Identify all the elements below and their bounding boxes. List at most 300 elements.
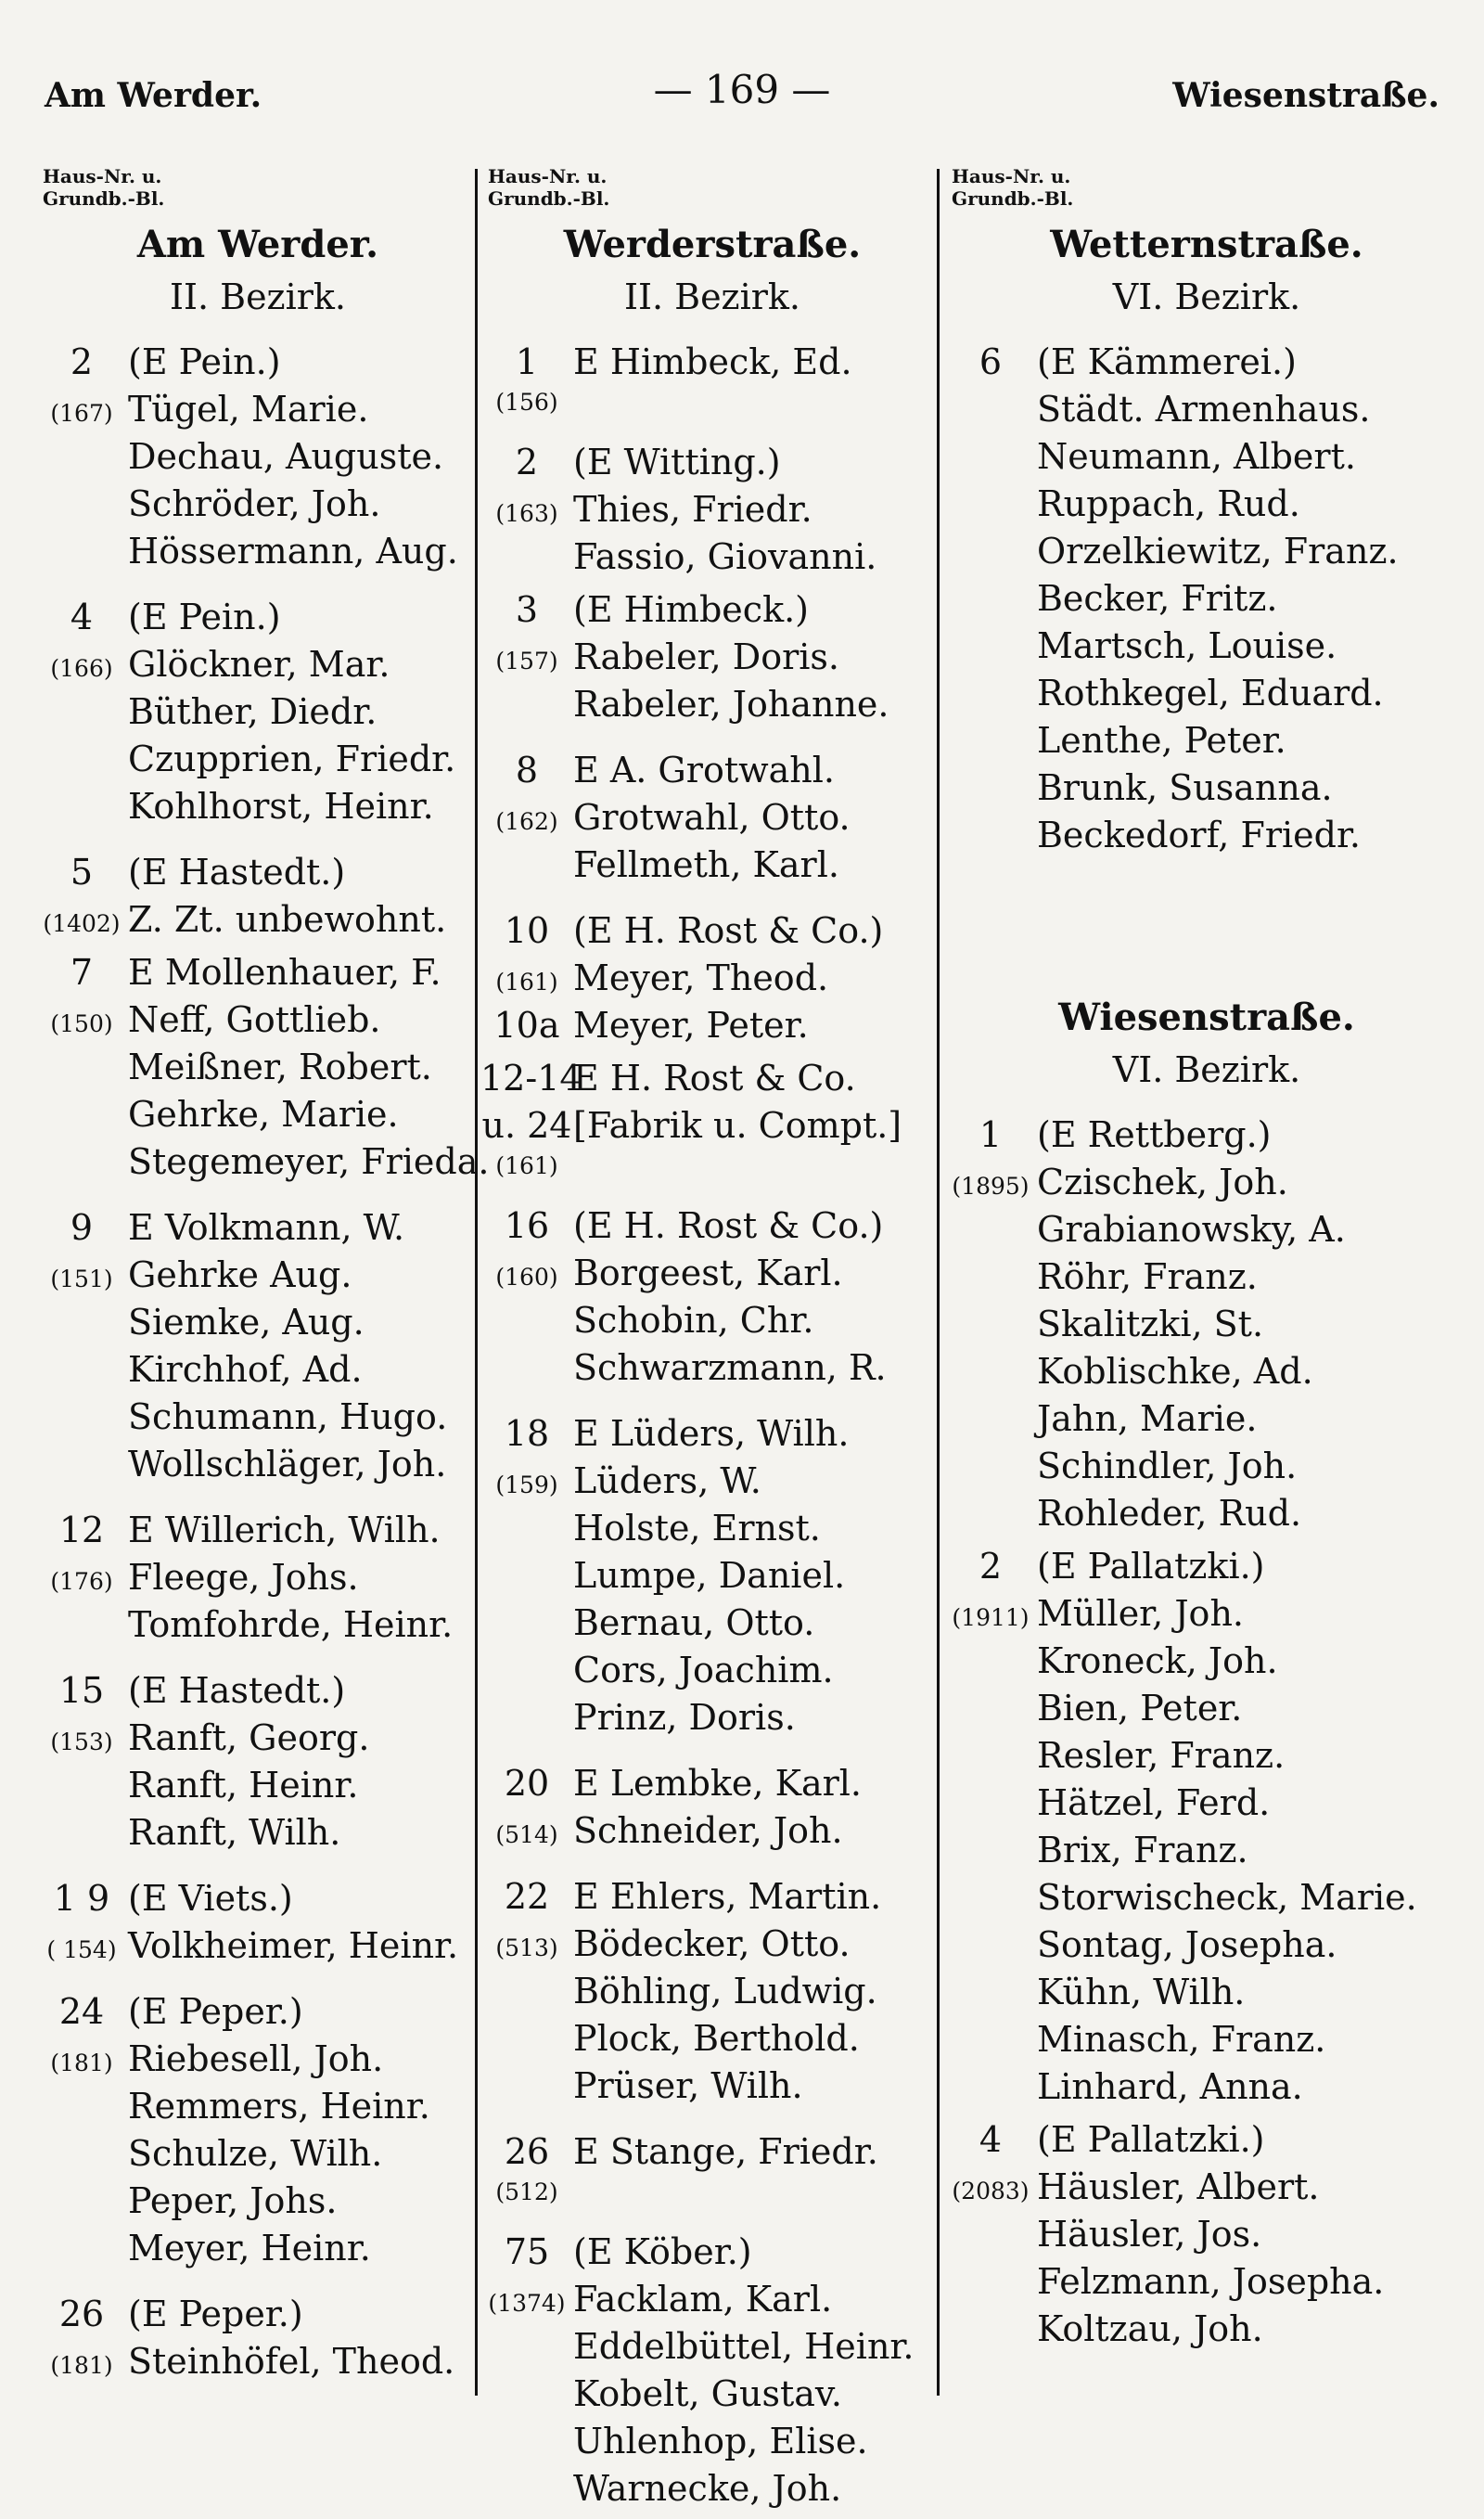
land-register-number: (160) [495,1264,558,1291]
land-register-number: (150) [50,1010,113,1037]
entry-line [35,644,480,691]
entry-line [480,2178,944,2226]
resident-name: E Ehlers, Martin. [573,1876,882,1917]
entry-line [35,739,480,786]
resident-name: Schneider, Joh. [573,1810,843,1851]
resident-name: Prinz, Doris. [573,1697,796,1738]
entry-line [35,2341,480,2388]
resident-name: Remmers, Heinr. [128,2086,430,2127]
house-entry [480,1058,944,1200]
resident-name: Meyer, Theod. [573,957,829,998]
house-entry [480,1413,944,1744]
entry-line [480,442,944,489]
resident-name: Bernau, Otto. [573,1602,815,1643]
house-number: 10 [504,910,550,951]
entry-line [944,1877,1469,1924]
land-register-number: (167) [50,400,113,427]
land-register-number: (163) [495,500,558,527]
house-entry [480,341,944,436]
resident-name: (E Viets.) [128,1878,293,1919]
resident-name: Stegemeyer, Frieda. [128,1141,490,1182]
resident-name: E Himbeck, Ed. [573,341,852,382]
resident-name: Rohleder, Rud. [1037,1493,1302,1534]
entry-line [944,2308,1469,2356]
entry-line [480,1005,944,1052]
entry-line [480,1763,944,1810]
land-register-number: (181) [50,2352,113,2379]
street-title: Am Werder. [136,223,379,266]
entry-line [480,341,944,389]
entry-line [35,1878,480,1925]
entry-line [35,2294,480,2341]
entry-line [35,1047,480,1094]
resident-name: (E Peper.) [128,2294,303,2334]
house-entry [944,341,1469,862]
resident-name: Kohlhorst, Heinr. [128,786,434,827]
entry-line [35,1302,480,1349]
resident-name: Grotwahl, Otto. [573,797,851,838]
resident-name: E Lüders, Wilh. [573,1413,850,1454]
entry-line [35,1094,480,1141]
entry-line [480,1876,944,1923]
land-register-number: (166) [50,655,113,682]
resident-name: Kühn, Wilh. [1037,1972,1246,2012]
resident-name: Neumann, Albert. [1037,436,1356,477]
resident-name: Rabeler, Doris. [573,636,839,677]
entry-line [35,1349,480,1396]
resident-name: Fellmeth, Karl. [573,844,839,885]
resident-name: (E Pein.) [128,341,281,382]
land-register-number: (176) [50,1568,113,1595]
resident-name: Prüser, Wilh. [573,2065,803,2106]
resident-name: Städt. Armenhaus. [1037,389,1371,430]
resident-name: Kroneck, Joh. [1037,1640,1278,1681]
resident-name: E H. Rost & Co. [573,1058,856,1099]
resident-name: Röhr, Franz. [1037,1256,1258,1297]
resident-name: (E Hastedt.) [128,1670,346,1711]
house-number: 1 [515,341,539,382]
resident-name: Fassio, Giovanni. [573,536,877,577]
entry-line [480,2231,944,2279]
entry-line [35,436,480,483]
resident-name: Ranft, Wilh. [128,1812,341,1853]
entry-line [480,1810,944,1857]
house-entry [480,442,944,584]
entry-line [35,691,480,739]
resident-name: Ranft, Heinr. [128,1765,359,1806]
house-entry [480,2131,944,2226]
district-label: VI. Bezirk. [1112,1049,1301,1090]
resident-name: Häusler, Albert. [1037,2166,1320,2207]
entry-line [480,2065,944,2113]
entry-line [944,1304,1469,1351]
resident-name: Ruppach, Rud. [1037,483,1300,524]
entry-line [944,531,1469,578]
entry-line [480,2373,944,2421]
entry-line [480,2018,944,2065]
resident-name: Jahn, Marie. [1037,1398,1258,1439]
resident-name: Brunk, Susanna. [1037,767,1333,808]
resident-name: Gehrke Aug. [128,1254,352,1295]
entry-line [480,2326,944,2373]
entry-line [480,1413,944,1460]
resident-name: (E Rettberg.) [1037,1114,1272,1155]
house-number: 16 [504,1205,550,1246]
house-entry [35,1878,480,1973]
resident-name: Resler, Franz. [1037,1735,1286,1776]
resident-name: Böhling, Ludwig. [573,1971,877,2011]
entry-line [35,2133,480,2180]
house-number: 10a [493,1005,560,1046]
house-number: 1 9 [53,1878,110,1919]
entry-line [480,957,944,1005]
entry-line [944,767,1469,815]
land-register-number: (514) [495,1821,558,1848]
house-number: 24 [58,1991,105,2032]
resident-name: Sontag, Josepha. [1037,1924,1337,1965]
house-number: u. 24 [481,1105,572,1146]
resident-name: Thies, Friedr. [573,489,812,530]
land-register-number: (513) [495,1934,558,1961]
house-number: 2 [979,1546,1003,1587]
entry-line [480,797,944,844]
resident-name: Linhard, Anna. [1037,2066,1303,2107]
resident-name: Riebesell, Joh. [128,2038,384,2079]
house-number: 26 [58,2294,105,2334]
entry-line [480,1205,944,1253]
column-header-label: Grundb.-Bl. [488,187,610,210]
entry-line [480,1971,944,2018]
entry-line [944,1688,1469,1735]
entry-line [944,673,1469,720]
resident-name: Schobin, Chr. [573,1300,814,1341]
resident-name: (E H. Rost & Co.) [573,1205,884,1246]
section-spacer [944,862,1469,983]
house-number: 26 [504,2131,550,2172]
house-entry [944,2119,1469,2356]
resident-name: Plock, Berthold. [573,2018,860,2059]
resident-name: Z. Zt. unbewohnt. [128,899,447,940]
running-header-left: Am Werder. [45,76,262,115]
entry-line [944,1209,1469,1256]
house-number: 3 [515,589,539,630]
entry-line [35,786,480,833]
resident-name: Schumann, Hugo. [128,1396,448,1437]
entry-line [944,1735,1469,1782]
entry-line [944,389,1469,436]
entry-line [480,489,944,536]
house-entry [480,1763,944,1857]
house-entry [944,1546,1469,2114]
resident-name: Brix, Franz. [1037,1830,1248,1870]
resident-name: Beckedorf, Friedr. [1037,815,1362,855]
entry-line [480,1152,944,1200]
house-number: 9 [70,1207,94,1248]
resident-name: Koltzau, Joh. [1037,2308,1263,2349]
house-entry [35,341,480,578]
house-number: 22 [504,1876,550,1917]
resident-name: (E Witting.) [573,442,781,482]
house-entry [35,2294,480,2388]
house-number: 7 [70,952,94,993]
entry-line [944,1546,1469,1593]
resident-name: Steinhöfel, Theod. [128,2341,455,2382]
resident-name: E Volkmann, W. [128,1207,405,1248]
column-3 [944,165,1469,2503]
resident-name: Glöckner, Mar. [128,644,390,685]
resident-name: Lenthe, Peter. [1037,720,1286,761]
house-number: 18 [504,1413,550,1454]
entry-line [35,1141,490,1189]
house-entry [35,1510,480,1651]
resident-name: Holste, Ernst. [573,1508,821,1549]
resident-name: Gehrke, Marie. [128,1094,399,1135]
house-entry [944,1114,1469,1540]
resident-name: E Mollenhauer, F. [128,952,441,993]
resident-name: Müller, Joh. [1037,1593,1244,1634]
resident-name: Hössermann, Aug. [128,531,458,572]
entry-line [480,844,944,892]
resident-name: Borgeest, Karl. [573,1253,843,1293]
entry-line [35,1604,480,1651]
land-register-number: (512) [495,2178,558,2205]
entry-line [480,1105,944,1152]
land-register-number: (151) [50,1266,113,1292]
house-number: 2 [515,442,539,482]
land-register-number: (1402) [43,910,121,937]
resident-name: Warnecke, Joh. [573,2468,842,2509]
resident-name: Siemke, Aug. [128,1302,365,1343]
entry-line [944,1162,1469,1209]
resident-name: (E Pallatzki.) [1037,1546,1265,1587]
entry-line [35,1991,480,2038]
entry-line [944,625,1469,673]
entry-line [480,636,944,684]
entry-line [944,2066,1469,2114]
resident-name: Wollschläger, Joh. [128,1444,447,1484]
resident-name: Schindler, Joh. [1037,1446,1298,1486]
resident-name: Peper, Johs. [128,2180,338,2221]
entry-line [35,1254,480,1302]
entry-line [944,2261,1469,2308]
resident-name: Lüders, W. [573,1460,761,1501]
entry-line [35,899,480,946]
entry-line [944,2166,1469,2214]
resident-name: Schwarzmann, R. [573,1347,887,1388]
resident-name: E A. Grotwahl. [573,750,835,790]
entry-line [35,952,480,999]
resident-name: Tomfohrde, Heinr. [128,1604,454,1645]
resident-name: Grabianowsky, A. [1037,1209,1346,1250]
column-header-label: Grundb.-Bl. [43,187,165,210]
entry-line [944,1924,1469,1972]
resident-name: (E Kämmerei.) [1037,341,1297,382]
entry-line [944,1351,1469,1398]
entry-line [35,2086,480,2133]
entry-line [480,2468,944,2515]
entry-line [944,436,1469,483]
land-register-number: (161) [495,1152,558,1179]
column-2 [480,165,944,2509]
entry-line [944,1593,1469,1640]
entry-line [480,389,944,436]
entry-line [480,684,944,731]
entry-line [944,2019,1469,2066]
resident-name: Facklam, Karl. [573,2279,833,2320]
house-number: 2 [70,341,94,382]
entry-line [35,341,480,389]
resident-name: (E Peper.) [128,1991,303,2032]
resident-name: Volkheimer, Heinr. [128,1925,459,1966]
resident-name: Bien, Peter. [1037,1688,1243,1729]
entry-line [944,578,1469,625]
entry-line [944,2119,1469,2166]
house-entry [480,2231,944,2515]
entry-line [35,1444,480,1491]
entry-line [480,1697,944,1744]
resident-name: E Stange, Friedr. [573,2131,878,2172]
entry-line [35,2180,480,2228]
house-number: 8 [515,750,539,790]
entry-line [35,999,480,1047]
resident-name: Felzmann, Josepha. [1037,2261,1385,2302]
resident-name: Martsch, Louise. [1037,625,1337,666]
resident-name: Kobelt, Gustav. [573,2373,842,2414]
entry-line [480,2279,944,2326]
entry-line [480,1460,944,1508]
district-label: II. Bezirk. [169,276,347,317]
resident-name: Dechau, Auguste. [128,436,444,477]
land-register-number: (153) [50,1729,113,1755]
house-entry [35,1207,480,1491]
entry-line [944,341,1469,389]
street-title: Wiesenstraße. [1058,996,1355,1039]
page-number: — 169 — [653,67,831,112]
entry-line [35,531,480,578]
entry-line [35,389,480,436]
land-register-number: (156) [495,389,558,416]
resident-name: Czischek, Joh. [1037,1162,1288,1202]
house-entry [480,750,944,892]
land-register-number: (162) [495,808,558,835]
entry-line [480,2421,944,2468]
land-register-number: (161) [495,969,558,996]
entry-line [35,1765,480,1812]
house-number: 6 [979,341,1003,382]
house-entry [480,1876,944,2113]
house-number: 15 [58,1670,105,1711]
house-entry [480,589,944,731]
house-number: 12 [58,1510,105,1550]
resident-name: (E Pallatzki.) [1037,2119,1265,2160]
resident-name: E Lembke, Karl. [573,1763,863,1804]
entry-line [480,1602,944,1650]
entry-line [35,597,480,644]
entry-line [944,1972,1469,2019]
house-entry [35,1991,480,2275]
house-number: 5 [70,852,94,893]
house-entry [35,597,480,833]
entry-line [35,1925,480,1973]
resident-name: Becker, Fritz. [1037,578,1278,619]
entry-line [35,1717,480,1765]
entry-line [35,483,480,531]
house-number: 4 [979,2119,1003,2160]
resident-name: Meyer, Heinr. [128,2228,371,2268]
running-header-right: Wiesenstraße. [1172,76,1439,115]
entry-line [480,750,944,797]
resident-name: (E H. Rost & Co.) [573,910,884,951]
resident-name: Cors, Joachim. [573,1650,834,1690]
entry-line [35,1670,480,1717]
entry-line [944,1640,1469,1688]
house-number: 75 [504,2231,550,2272]
column-header-label: Grundb.-Bl. [952,187,1074,210]
entry-line [35,2038,480,2086]
district-label: VI. Bezirk. [1112,276,1301,317]
resident-name: (E Köber.) [573,2231,752,2272]
house-entry [35,1670,480,1859]
house-entry [480,1205,944,1394]
entry-line [480,1253,944,1300]
house-entry [480,910,944,1052]
resident-name: Minasch, Franz. [1037,2019,1326,2060]
resident-name: (E Hastedt.) [128,852,346,893]
entry-line [35,1812,480,1859]
entry-line [480,2131,944,2178]
land-register-number: (181) [50,2050,113,2076]
entry-line [480,910,944,957]
resident-name: Koblischke, Ad. [1037,1351,1313,1392]
entry-line [35,1207,480,1254]
resident-name: Neff, Gottlieb. [128,999,381,1040]
resident-name: Skalitzki, St. [1037,1304,1264,1344]
column-header-label: Haus-Nr. u. [952,165,1071,187]
house-number: 1 [979,1114,1003,1155]
entry-line [35,1557,480,1604]
entry-line [944,1398,1469,1446]
land-register-number: (1911) [952,1604,1030,1631]
resident-name: [Fabrik u. Compt.] [573,1105,902,1146]
entry-line [35,2228,480,2275]
land-register-number: (157) [495,648,558,675]
column-1 [35,165,490,2503]
street-title: Wetternstraße. [1050,223,1363,266]
resident-name: Meißner, Robert. [128,1047,432,1087]
resident-name: Rothkegel, Eduard. [1037,673,1384,713]
entry-line [944,1114,1469,1162]
entry-line [35,852,480,899]
entry-line [944,2214,1469,2261]
resident-name: (E Pein.) [128,597,281,637]
resident-name: Uhlenhop, Elise. [573,2421,868,2461]
land-register-number: (2083) [952,2178,1030,2204]
house-entry [35,952,490,1189]
entry-line [35,1396,480,1444]
street-title: Werderstraße. [563,223,862,266]
entry-line [35,1510,480,1557]
entry-line [944,1782,1469,1830]
entry-line [944,1830,1469,1877]
column-header-label: Haus-Nr. u. [43,165,162,187]
entry-line [944,483,1469,531]
resident-name: Tügel, Marie. [128,389,369,430]
column-header-label: Haus-Nr. u. [488,165,608,187]
house-number: 12-14 [480,1058,582,1099]
entry-line [944,720,1469,767]
resident-name: Ranft, Georg. [128,1717,370,1758]
entry-line [944,1446,1469,1493]
